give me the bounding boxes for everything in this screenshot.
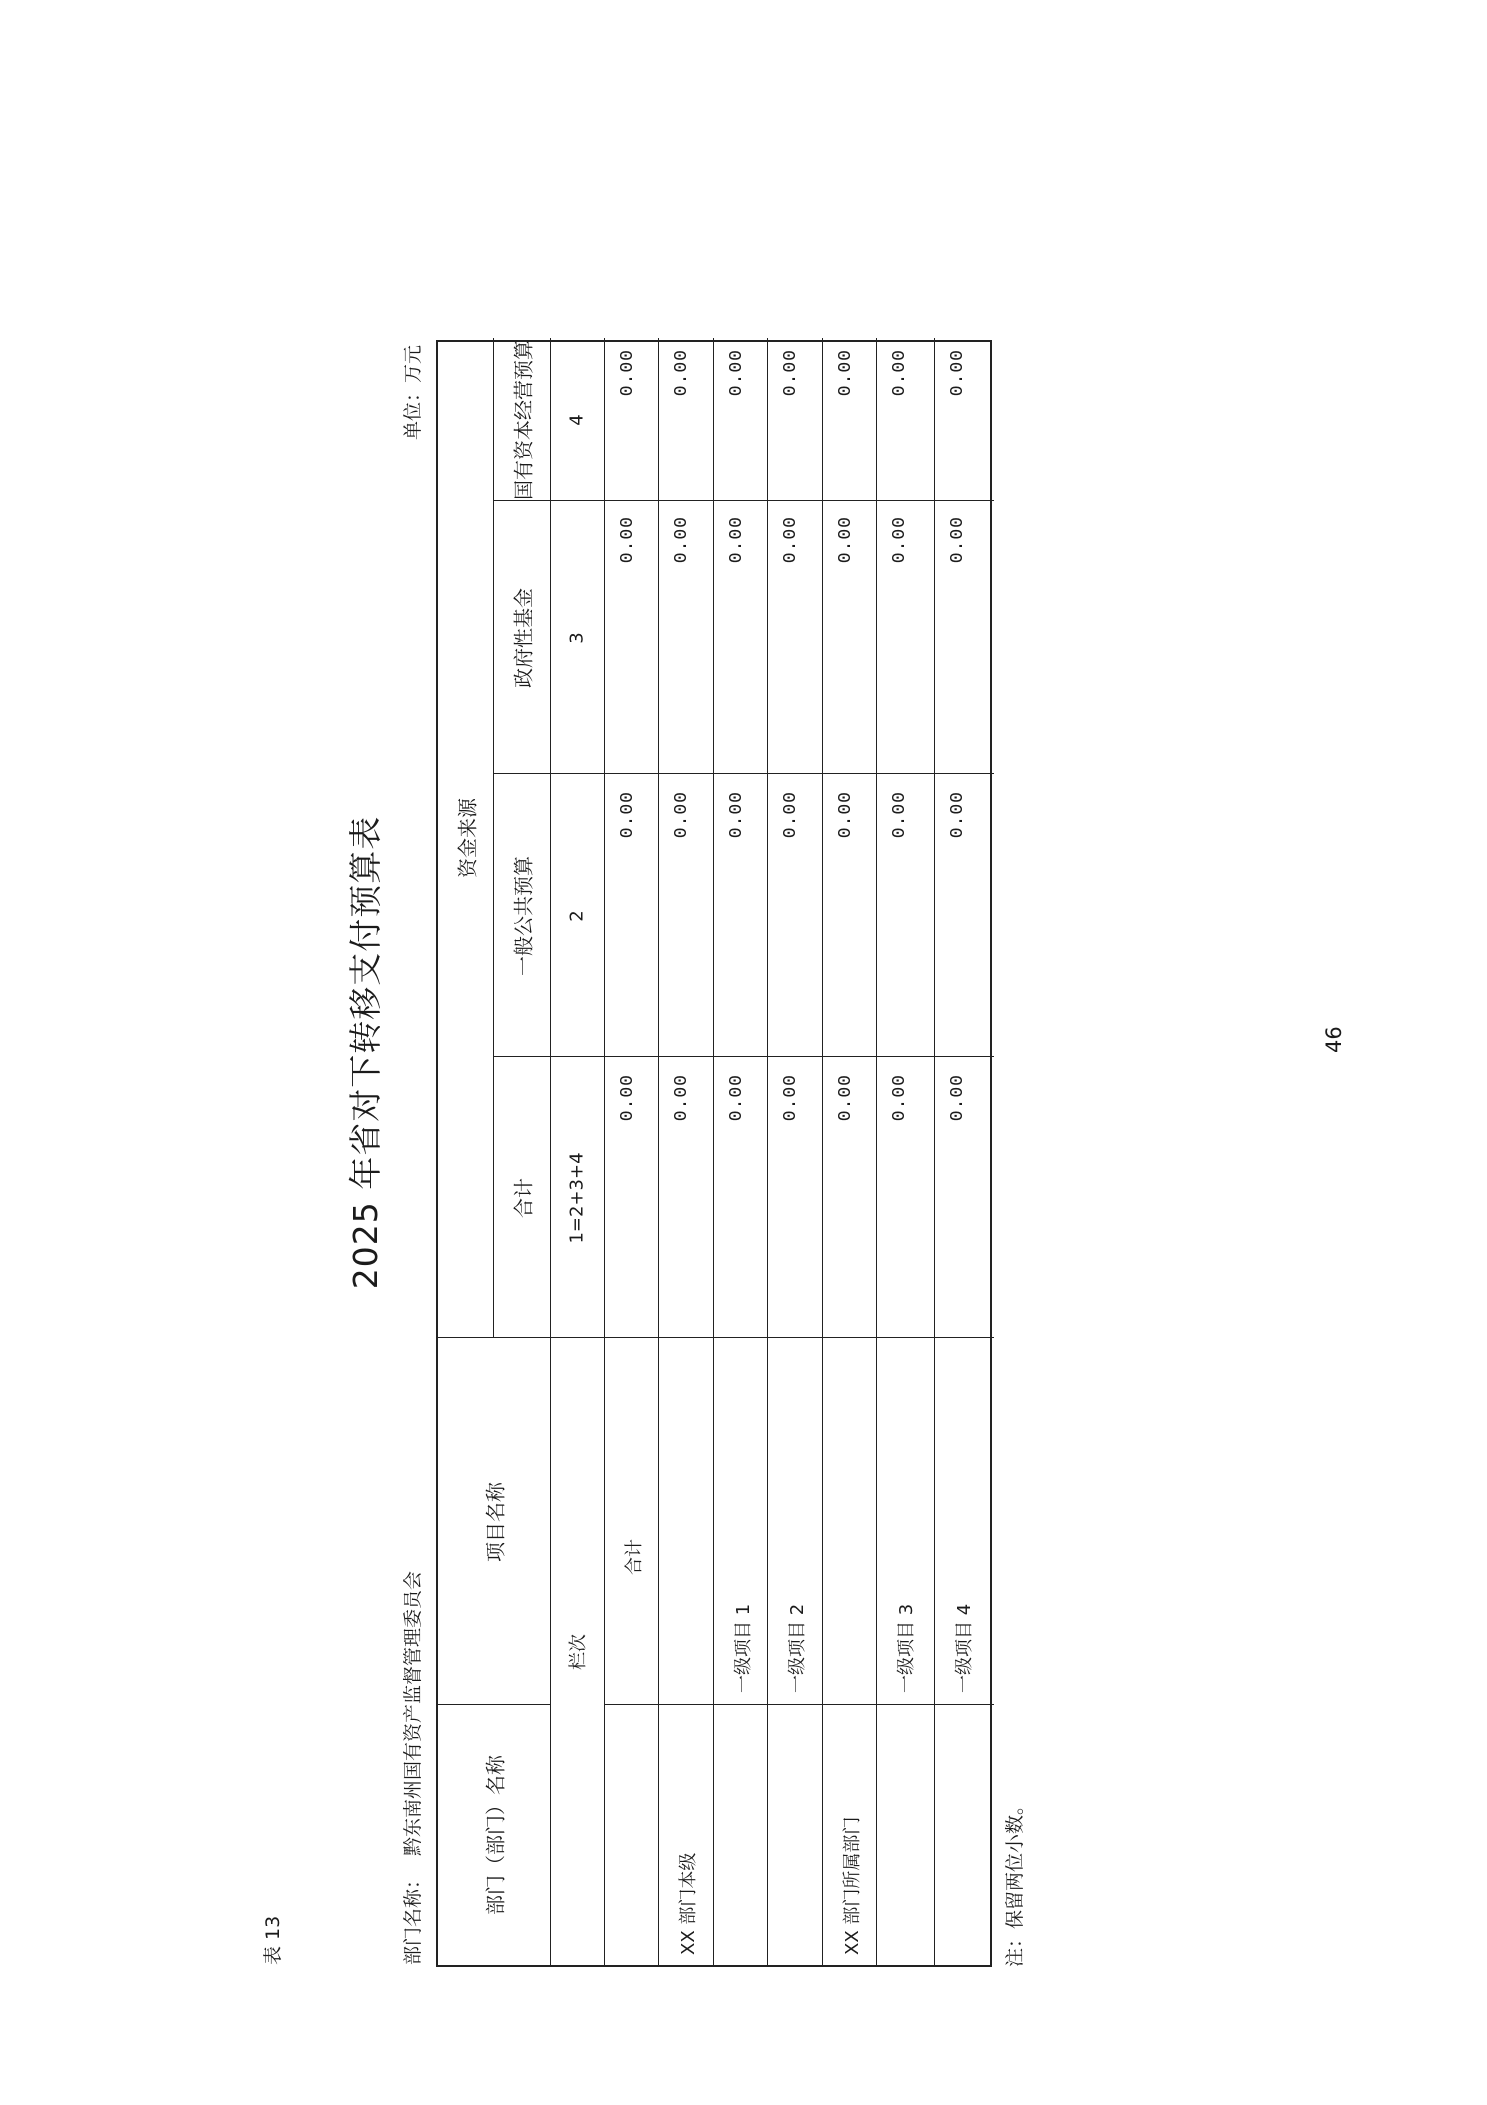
header-total: 合计 <box>511 1178 536 1218</box>
budget-table <box>436 340 992 1967</box>
row-general-value: 0.00 <box>727 791 747 839</box>
row-total-value: 0.00 <box>781 1074 801 1122</box>
row-general-value: 0.00 <box>836 791 856 839</box>
row-fund-value: 0.00 <box>948 516 968 564</box>
row-project-name: 一级项目 1 <box>733 1603 754 1693</box>
row-capital-value: 0.00 <box>618 349 638 397</box>
row-project-name: 一级项目 4 <box>954 1603 975 1693</box>
column-index-capital: 4 <box>566 414 588 426</box>
row-fund-value: 0.00 <box>618 516 638 564</box>
row-total-value: 0.00 <box>618 1074 638 1122</box>
row-general-value: 0.00 <box>781 791 801 839</box>
row-general-value: 0.00 <box>672 791 692 839</box>
row-capital-value: 0.00 <box>672 349 692 397</box>
row-total-value: 0.00 <box>890 1074 910 1122</box>
row-dept-name: XX 部门所属部门 <box>842 1816 863 1955</box>
department-line <box>398 1571 425 1965</box>
row-fund-value: 0.00 <box>672 516 692 564</box>
unit-label: 单位：万元 <box>402 345 424 441</box>
row-capital-value: 0.00 <box>948 349 968 397</box>
column-index-general: 2 <box>566 910 588 922</box>
header-project-name: 项目名称 <box>483 1482 508 1562</box>
column-index-total: 1=2+3+4 <box>566 1152 588 1244</box>
row-fund-value: 0.00 <box>836 516 856 564</box>
row-capital-value: 0.00 <box>781 349 801 397</box>
header-gov-fund: 政府性基金 <box>511 588 536 688</box>
column-index-label: 栏次 <box>568 1634 589 1670</box>
department-label: 部门名称： <box>402 1869 424 1965</box>
row-fund-value: 0.00 <box>727 516 747 564</box>
row-fund-value: 0.00 <box>781 516 801 564</box>
row-capital-value: 0.00 <box>727 349 747 397</box>
footnote: 注：保留两位小数。 <box>1004 1795 1026 1967</box>
header-general-budget: 一般公共预算 <box>511 856 536 976</box>
row-general-value: 0.00 <box>890 791 910 839</box>
row-general-value: 0.00 <box>618 791 638 839</box>
row-total-value: 0.00 <box>836 1074 856 1122</box>
row-project-name: 合计 <box>624 1539 645 1575</box>
page-title: 2025 年省对下转移支付预算表 <box>346 815 385 1290</box>
row-total-value: 0.00 <box>672 1074 692 1122</box>
row-total-value: 0.00 <box>727 1074 747 1122</box>
header-fund-source: 资金来源 <box>455 798 480 878</box>
row-project-name: 一级项目 2 <box>787 1603 808 1693</box>
page-number: 46 <box>1322 1026 1346 1053</box>
row-general-value: 0.00 <box>948 791 968 839</box>
row-capital-value: 0.00 <box>890 349 910 397</box>
department-name: 黔东南州国有资产监督管理委员会 <box>402 1570 424 1856</box>
row-project-name: 一级项目 3 <box>896 1603 917 1693</box>
row-capital-value: 0.00 <box>836 349 856 397</box>
row-fund-value: 0.00 <box>890 516 910 564</box>
row-total-value: 0.00 <box>948 1074 968 1122</box>
header-dept-name: 部门（部门）名称 <box>483 1755 508 1915</box>
header-state-capital: 国有资本经营预算 <box>511 340 536 500</box>
row-dept-name: XX 部门本级 <box>678 1852 699 1955</box>
table-label: 表 13 <box>262 1915 284 1965</box>
column-index-fund: 3 <box>566 632 588 644</box>
